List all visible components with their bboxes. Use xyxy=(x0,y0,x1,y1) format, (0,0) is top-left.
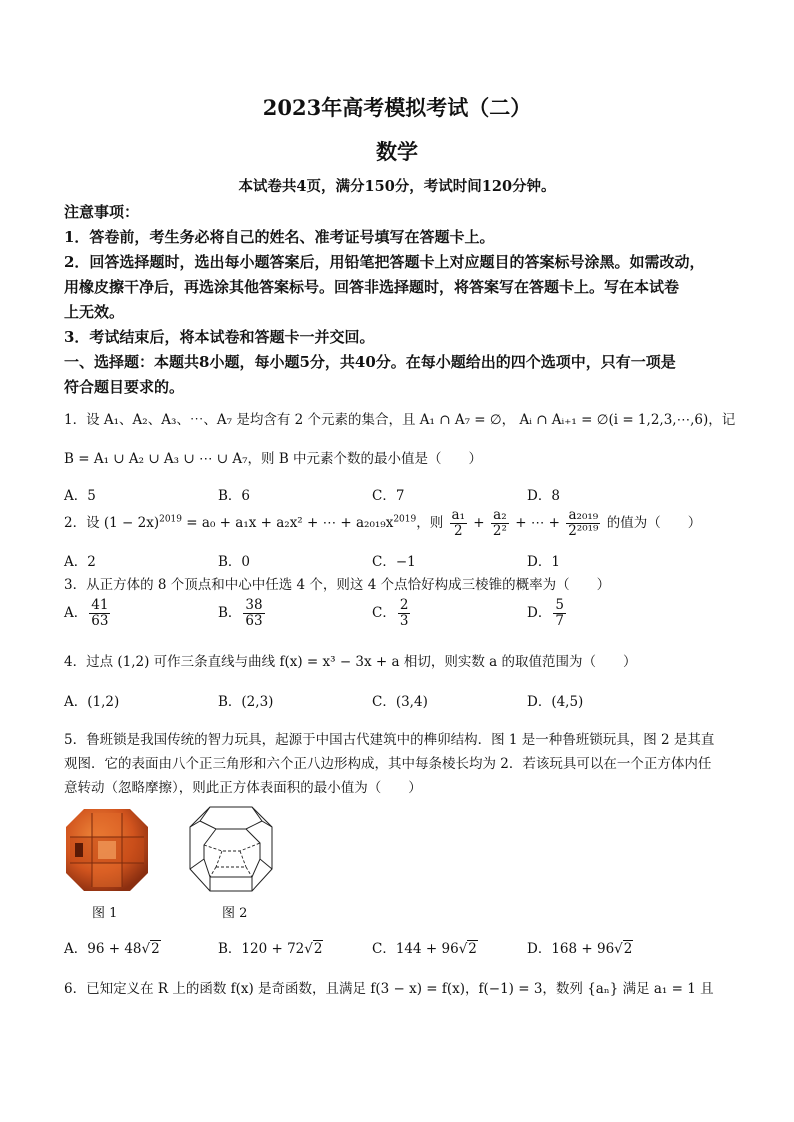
q2-fraction-2: $\frac{\text{a₂}}{\text{2²}}$ xyxy=(492,507,507,539)
figure-1-caption: 图 1 xyxy=(92,906,118,921)
q2-option-d: D．1 xyxy=(527,554,560,570)
notice-item-2: 2．回答选择题时，选出每小题答案后，用铅笔把答题卡上对应题目的答案标号涂黑。如需改动， xyxy=(64,253,705,271)
q3-option-d: D． $\frac{5}{7}$ xyxy=(527,597,564,629)
q5-option-d: D．168 + 96√2 xyxy=(527,941,633,957)
q5-option-c: C．144 + 96√2 xyxy=(372,941,477,957)
q1-stem-cont: B = A₁ ∪ A₂ ∪ A₃ ∪ ⋯ ∪ A₇，则 B 中元素个数的最小值是（ ） xyxy=(64,451,483,467)
q5-stem-cont: 观图．它的表面由八个正三角形和六个正八边形构成，其中每条棱长均为 2．若该玩具可以在一个正方体内任 xyxy=(64,756,712,772)
q4-option-c: C．(3,4) xyxy=(372,694,428,710)
luban-lock-photo xyxy=(62,805,152,895)
q1-stem: 1．设 A₁、A₂、A₃、⋯、A₇ 是均含有 2 个元素的集合，且 A₁ ∩ A₇ = ∅， Aᵢ ∩ Aᵢ₊₁ = ∅(i = 1,2,3,⋯,6)，记 xyxy=(64,412,736,428)
q1-option-d: D．8 xyxy=(527,488,560,504)
q3-stem: 3．从正方体的 8 个顶点和中心中任选 4 个，则这 4 个点恰好构成三棱锥的概率为（ ） xyxy=(64,577,611,593)
q5-stem: 5．鲁班锁是我国传统的智力玩具，起源于中国古代建筑中的榫卯结构．图 1 是一种鲁班锁玩具，图 2 是其直 xyxy=(64,732,715,748)
q5-option-a: A．96 + 48√2 xyxy=(64,941,160,957)
q3-option-a: A． $\frac{41}{63}$ xyxy=(64,597,109,629)
q1-option-a: A．5 xyxy=(64,488,96,504)
q3-option-c: C． $\frac{2}{3}$ xyxy=(372,597,409,629)
q2-option-b: B．0 xyxy=(218,554,251,570)
notice-item-2-end: 上无效。 xyxy=(64,303,125,321)
truncated-cube-diagram xyxy=(186,803,276,895)
q2-option-c: C．−1 xyxy=(372,554,416,570)
q4-option-d: D．(4,5) xyxy=(527,694,584,710)
notice-item-2-cont: 用橡皮擦干净后，再选涂其他答案标号。回答非选择题时，将答案写在答题卡上。写在本试卷 xyxy=(64,278,680,296)
q2-stem: 2．设 $(1 - 2x)^{2019} = a_0 + a_1x + a_2x^2$ + ⋯ + $a_{2019}x^{2019}$，则 $\frac{\text{a₁}}{2}$ + $\frac{\text{a₂}}{\text{2²}}$ + ⋯ + $\frac{\text{a₂₀₁₉}}{\text{2²⁰¹⁹}}$ 的值为（ ） xyxy=(64,507,702,539)
q6-stem: 6．已知定义在 R 上的函数 f(x) 是奇函数，且满足 f(3 − x) = f(x)，f(−1) = 3，数列 {aₙ} 满足 a₁ = 1 且 xyxy=(64,981,714,997)
q1-option-c: C．7 xyxy=(372,488,405,504)
notice-item-1: 1．答卷前，考生务必将自己的姓名、准考证号填写在答题卡上。 xyxy=(64,228,495,246)
q2-exp: 2019 xyxy=(159,514,183,525)
q5-stem-end: 意转动（忽略摩擦），则此正方体表面积的最小值为（ ） xyxy=(64,780,422,796)
q2-stem-b: = a₀ + a₁x + a₂x² + ⋯ + a₂₀₁₉x xyxy=(182,514,394,531)
q2-exp2: 2019 xyxy=(393,514,417,525)
q4-stem: 4．过点 (1,2) 可作三条直线与曲线 f(x) = x³ − 3x + a 相切，则实数 a 的取值范围为（ ） xyxy=(64,654,637,670)
exam-title: 2023年高考模拟考试（二） xyxy=(262,95,532,120)
q4-option-b: B．(2,3) xyxy=(218,694,274,710)
q2-option-a: A．2 xyxy=(64,554,96,570)
q2-fraction-3: $\frac{\text{a₂₀₁₉}}{\text{2²⁰¹⁹}}$ xyxy=(568,507,599,539)
figure-2-caption: 图 2 xyxy=(222,906,248,921)
q4-option-a: A．(1,2) xyxy=(64,694,120,710)
q2-fraction-1: $\frac{\text{a₁}}{2}$ xyxy=(451,507,465,539)
q2-stem-d: 的值为（ ） xyxy=(606,514,702,531)
exam-info: 本试卷共4页，满分150分，考试时间120分钟。 xyxy=(238,178,556,195)
q5-option-b: B．120 + 72√2 xyxy=(218,941,323,957)
q2-stem-a: 2．设 (1 − 2x) xyxy=(64,514,160,531)
q2-stem-c: ，则 xyxy=(416,514,444,531)
q3-option-b: B． $\frac{38}{63}$ xyxy=(218,597,263,629)
q1-option-b: B．6 xyxy=(218,488,251,504)
notice-item-3: 3．考试结束后，将本试卷和答题卡一并交回。 xyxy=(64,328,375,346)
notice-heading: 注意事项： xyxy=(64,203,140,221)
subject-title: 数学 xyxy=(376,139,418,164)
section-heading: 一、选择题：本题共8小题，每小题5分，共40分。在每小题给出的四个选项中，只有一项是 xyxy=(64,353,676,371)
section-heading-cont: 符合题目要求的。 xyxy=(64,378,185,396)
